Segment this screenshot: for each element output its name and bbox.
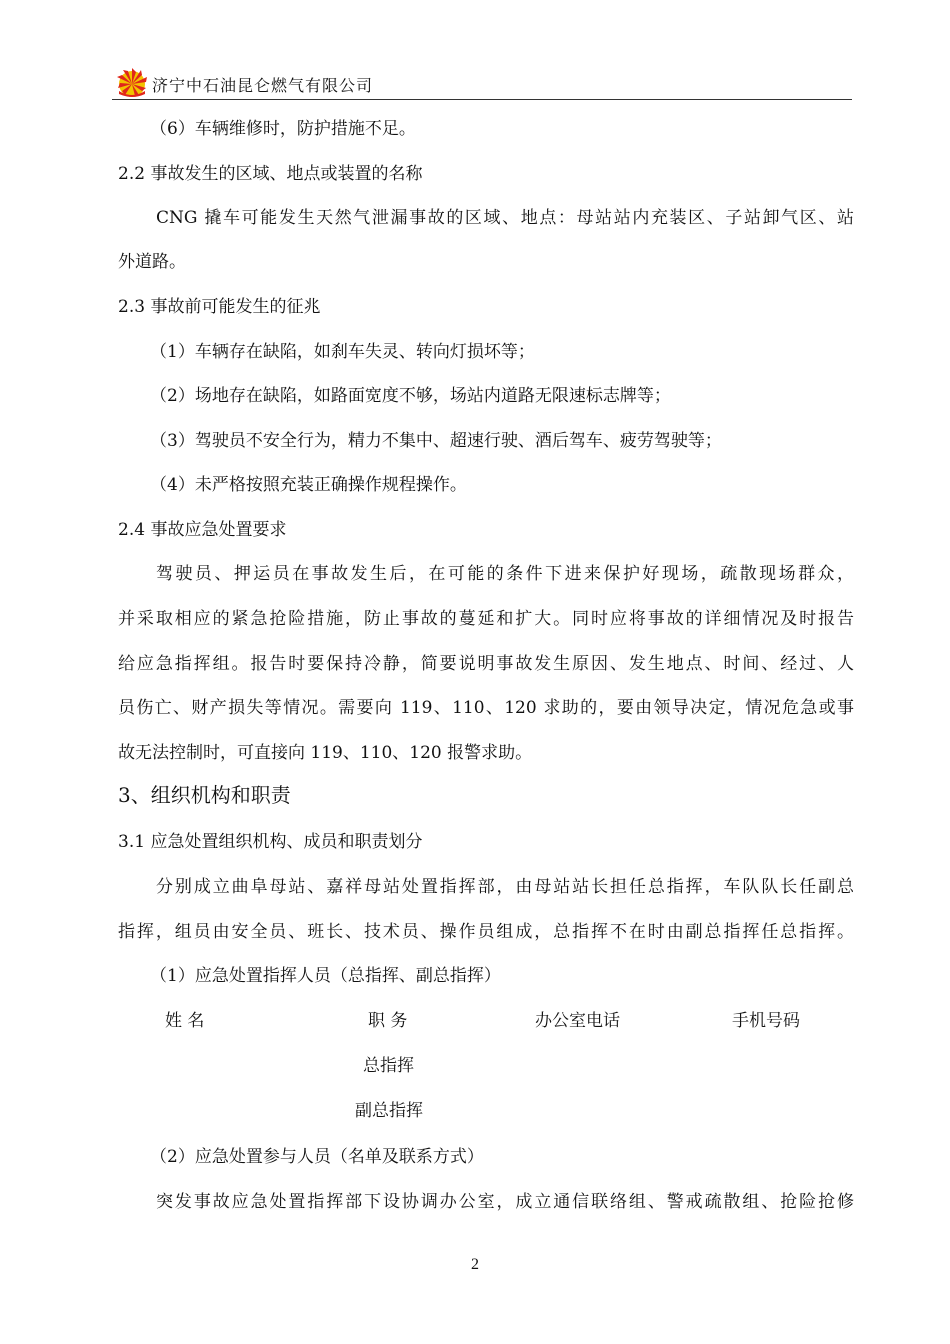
- paragraph-line: 突发事故应急处置指挥部下设协调办公室，成立通信联络组、警戒疏散组、抢险抢修: [156, 1192, 854, 1212]
- list-item: （4）未严格按照充装正确操作规程操作。: [150, 475, 467, 495]
- list-item: （6）车辆维修时，防护措施不足。: [150, 119, 416, 139]
- section-heading: 2.4 事故应急处置要求: [118, 520, 287, 540]
- list-item: （1）应急处置指挥人员（总指挥、副总指挥）: [150, 966, 501, 986]
- paragraph-line: 给应急指挥组。报告时要保持冷静，简要说明事故发生原因、发生地点、时间、经过、人: [118, 654, 854, 674]
- table-header: 职 务: [368, 1011, 408, 1031]
- table-header: 手机号码: [732, 1011, 800, 1031]
- paragraph-line: 指挥，组员由安全员、班长、技术员、操作员组成，总指挥不在时由副总指挥任总指挥。: [118, 922, 854, 942]
- paragraph-line: 故无法控制时，可直接向 119、110、120 报警求助。: [118, 743, 533, 763]
- company-name: 济宁中石油昆仑燃气有限公司: [152, 76, 374, 95]
- list-item: （1）车辆存在缺陷，如刹车失灵、转向灯损坏等；: [150, 342, 535, 362]
- table-cell: 总指挥: [363, 1056, 414, 1076]
- paragraph-line: CNG 撬车可能发生天然气泄漏事故的区域、地点：母站站内充装区、子站卸气区、站: [156, 208, 854, 228]
- paragraph-line: 驾驶员、押运员在事故发生后，在可能的条件下进来保护好现场，疏散现场群众，: [156, 564, 854, 584]
- header-rule: [112, 99, 852, 100]
- page-header: [112, 64, 852, 100]
- paragraph-line: 并采取相应的紧急抢险措施，防止事故的蔓延和扩大。同时应将事故的详细情况及时报告: [118, 609, 854, 629]
- paragraph-line: 员伤亡、财产损失等情况。需要向 119、110、120 求助的，要由领导决定，情况危急或事: [118, 698, 854, 718]
- section-heading: 2.3 事故前可能发生的征兆: [118, 297, 321, 317]
- list-item: （3）驾驶员不安全行为，精力不集中、超速行驶、酒后驾车、疲劳驾驶等；: [150, 431, 722, 451]
- petrochina-logo-icon: [112, 64, 152, 98]
- list-item: （2）场地存在缺陷，如路面宽度不够，场站内道路无限速标志牌等；: [150, 386, 671, 406]
- table-cell: 副总指挥: [355, 1101, 423, 1121]
- list-item: （2）应急处置参与人员（名单及联系方式）: [150, 1147, 484, 1167]
- paragraph-line: 分别成立曲阜母站、嘉祥母站处置指挥部，由母站站长担任总指挥，车队队长任副总: [156, 877, 854, 897]
- page-number: 2: [471, 1256, 479, 1273]
- section-heading: 2.2 事故发生的区域、地点或装置的名称: [118, 164, 423, 184]
- table-header: 姓 名: [165, 1011, 205, 1031]
- paragraph-line: 外道路。: [118, 252, 186, 272]
- table-header: 办公室电话: [535, 1011, 620, 1031]
- section-heading: 3.1 应急处置组织机构、成员和职责划分: [118, 832, 423, 852]
- chapter-heading: 3、组织机构和职责: [118, 783, 291, 807]
